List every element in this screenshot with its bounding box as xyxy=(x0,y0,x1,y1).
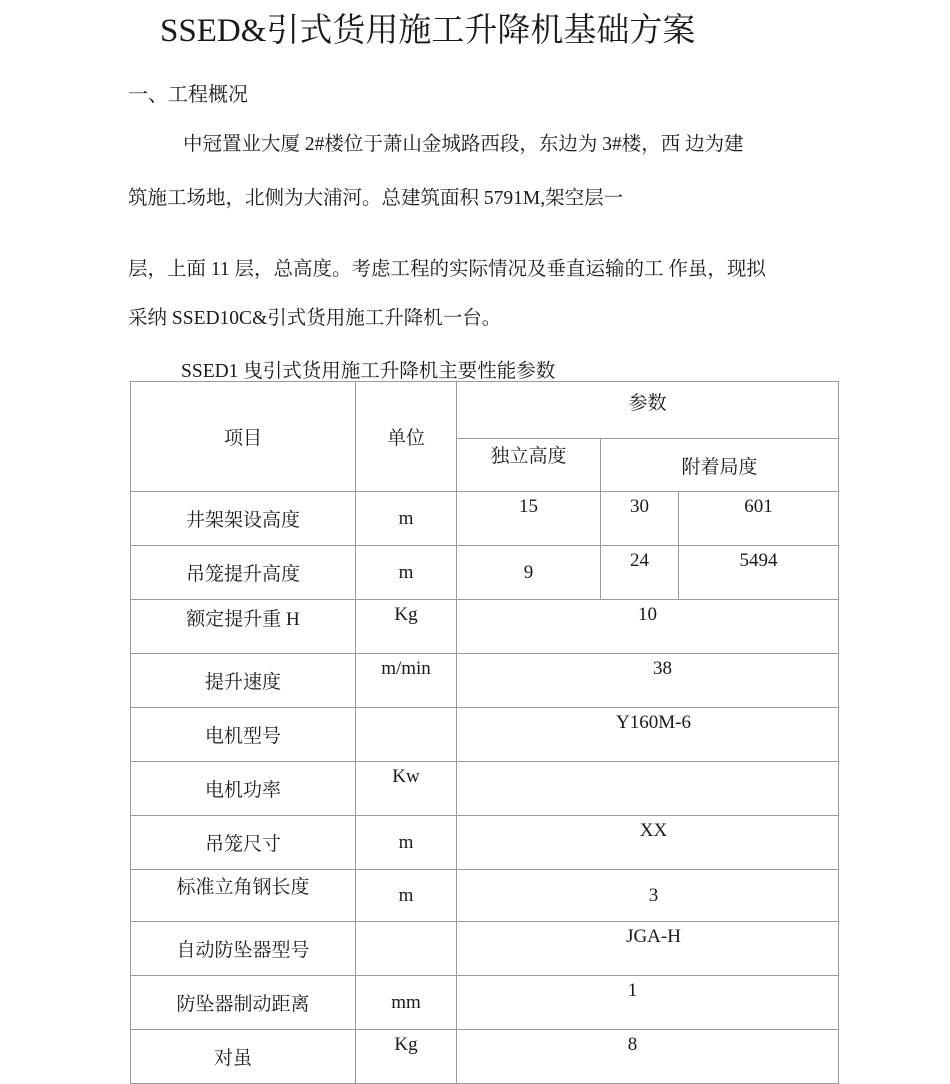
row-value: 1 xyxy=(457,976,839,1030)
row-item: 电机功率 xyxy=(131,762,356,816)
section-heading: 一、工程概况 xyxy=(128,84,248,106)
row-value: 601 xyxy=(679,492,839,546)
table-row xyxy=(131,870,839,922)
row-value: Y160M-6 xyxy=(457,708,839,762)
row-unit: Kw xyxy=(356,762,457,816)
row-unit: Kg xyxy=(356,1030,457,1084)
row-unit xyxy=(356,708,457,762)
table-row xyxy=(131,762,839,816)
header-params: 参数 xyxy=(457,382,839,439)
row-value: XX xyxy=(457,816,839,870)
table-row xyxy=(131,922,839,976)
document-title: SSED&引式货用施工升降机基础方案 xyxy=(160,13,696,49)
table-row xyxy=(131,816,839,870)
row-unit: m xyxy=(356,816,457,870)
row-unit: m xyxy=(356,546,457,600)
row-value: 38 xyxy=(457,654,839,708)
row-value: 8 xyxy=(457,1030,839,1084)
row-item: 吊笼提升高度 xyxy=(131,546,356,600)
row-unit: m xyxy=(356,492,457,546)
row-unit: mm xyxy=(356,976,457,1030)
row-item: 提升速度 xyxy=(131,654,356,708)
header-item: 项目 xyxy=(131,382,356,492)
row-item: 防坠器制动距离 xyxy=(131,976,356,1030)
row-item: 额定提升重 H xyxy=(131,600,356,654)
paragraph-line: 筑施工场地，北侧为大浦河。总建筑面积 5791M,架空层一 xyxy=(128,188,624,209)
table-caption: SSED1 曳引式货用施工升降机主要性能参数 xyxy=(181,361,556,382)
row-value: 3 xyxy=(457,870,839,922)
row-item: 标准立角钢长度 xyxy=(131,870,356,922)
row-item: 自动防坠器型号 xyxy=(131,922,356,976)
row-value: 24 xyxy=(601,546,679,600)
table-row xyxy=(131,600,839,654)
paragraph-line: 层，上面 11 层，总高度。考虑工程的实际情况及垂直运输的工 作虽，现拟 xyxy=(128,259,766,280)
row-item: 电机型号 xyxy=(131,708,356,762)
row-item: 吊笼尺寸 xyxy=(131,816,356,870)
row-value: 15 xyxy=(457,492,601,546)
row-unit xyxy=(356,922,457,976)
row-value: 10 xyxy=(457,600,839,654)
header-unit: 单位 xyxy=(356,382,457,492)
table-row xyxy=(131,546,839,600)
paragraph-line: 采纳 SSED10C&引式货用施工升降机一台。 xyxy=(128,308,502,329)
row-value: 30 xyxy=(601,492,679,546)
header-attached-height: 附着局度 xyxy=(601,439,839,492)
table-header-row xyxy=(131,382,839,439)
row-value: 9 xyxy=(457,546,601,600)
row-unit: m/min xyxy=(356,654,457,708)
row-unit: m xyxy=(356,870,457,922)
paragraph-line: 中冠置业大厦 2#楼位于萧山金城路西段，东边为 3#楼，西 边为建 xyxy=(183,134,744,155)
table-row xyxy=(131,708,839,762)
parameters-table xyxy=(130,381,839,1084)
row-value: JGA-H xyxy=(457,922,839,976)
table-row xyxy=(131,976,839,1030)
table-row xyxy=(131,654,839,708)
row-value xyxy=(457,762,839,816)
row-item: 井架架设高度 xyxy=(131,492,356,546)
table-row xyxy=(131,1030,839,1084)
table-row xyxy=(131,492,839,546)
row-unit: Kg xyxy=(356,600,457,654)
row-value: 5494 xyxy=(679,546,839,600)
header-standalone-height: 独立高度 xyxy=(457,439,601,492)
row-item: 对虽 xyxy=(131,1030,356,1084)
